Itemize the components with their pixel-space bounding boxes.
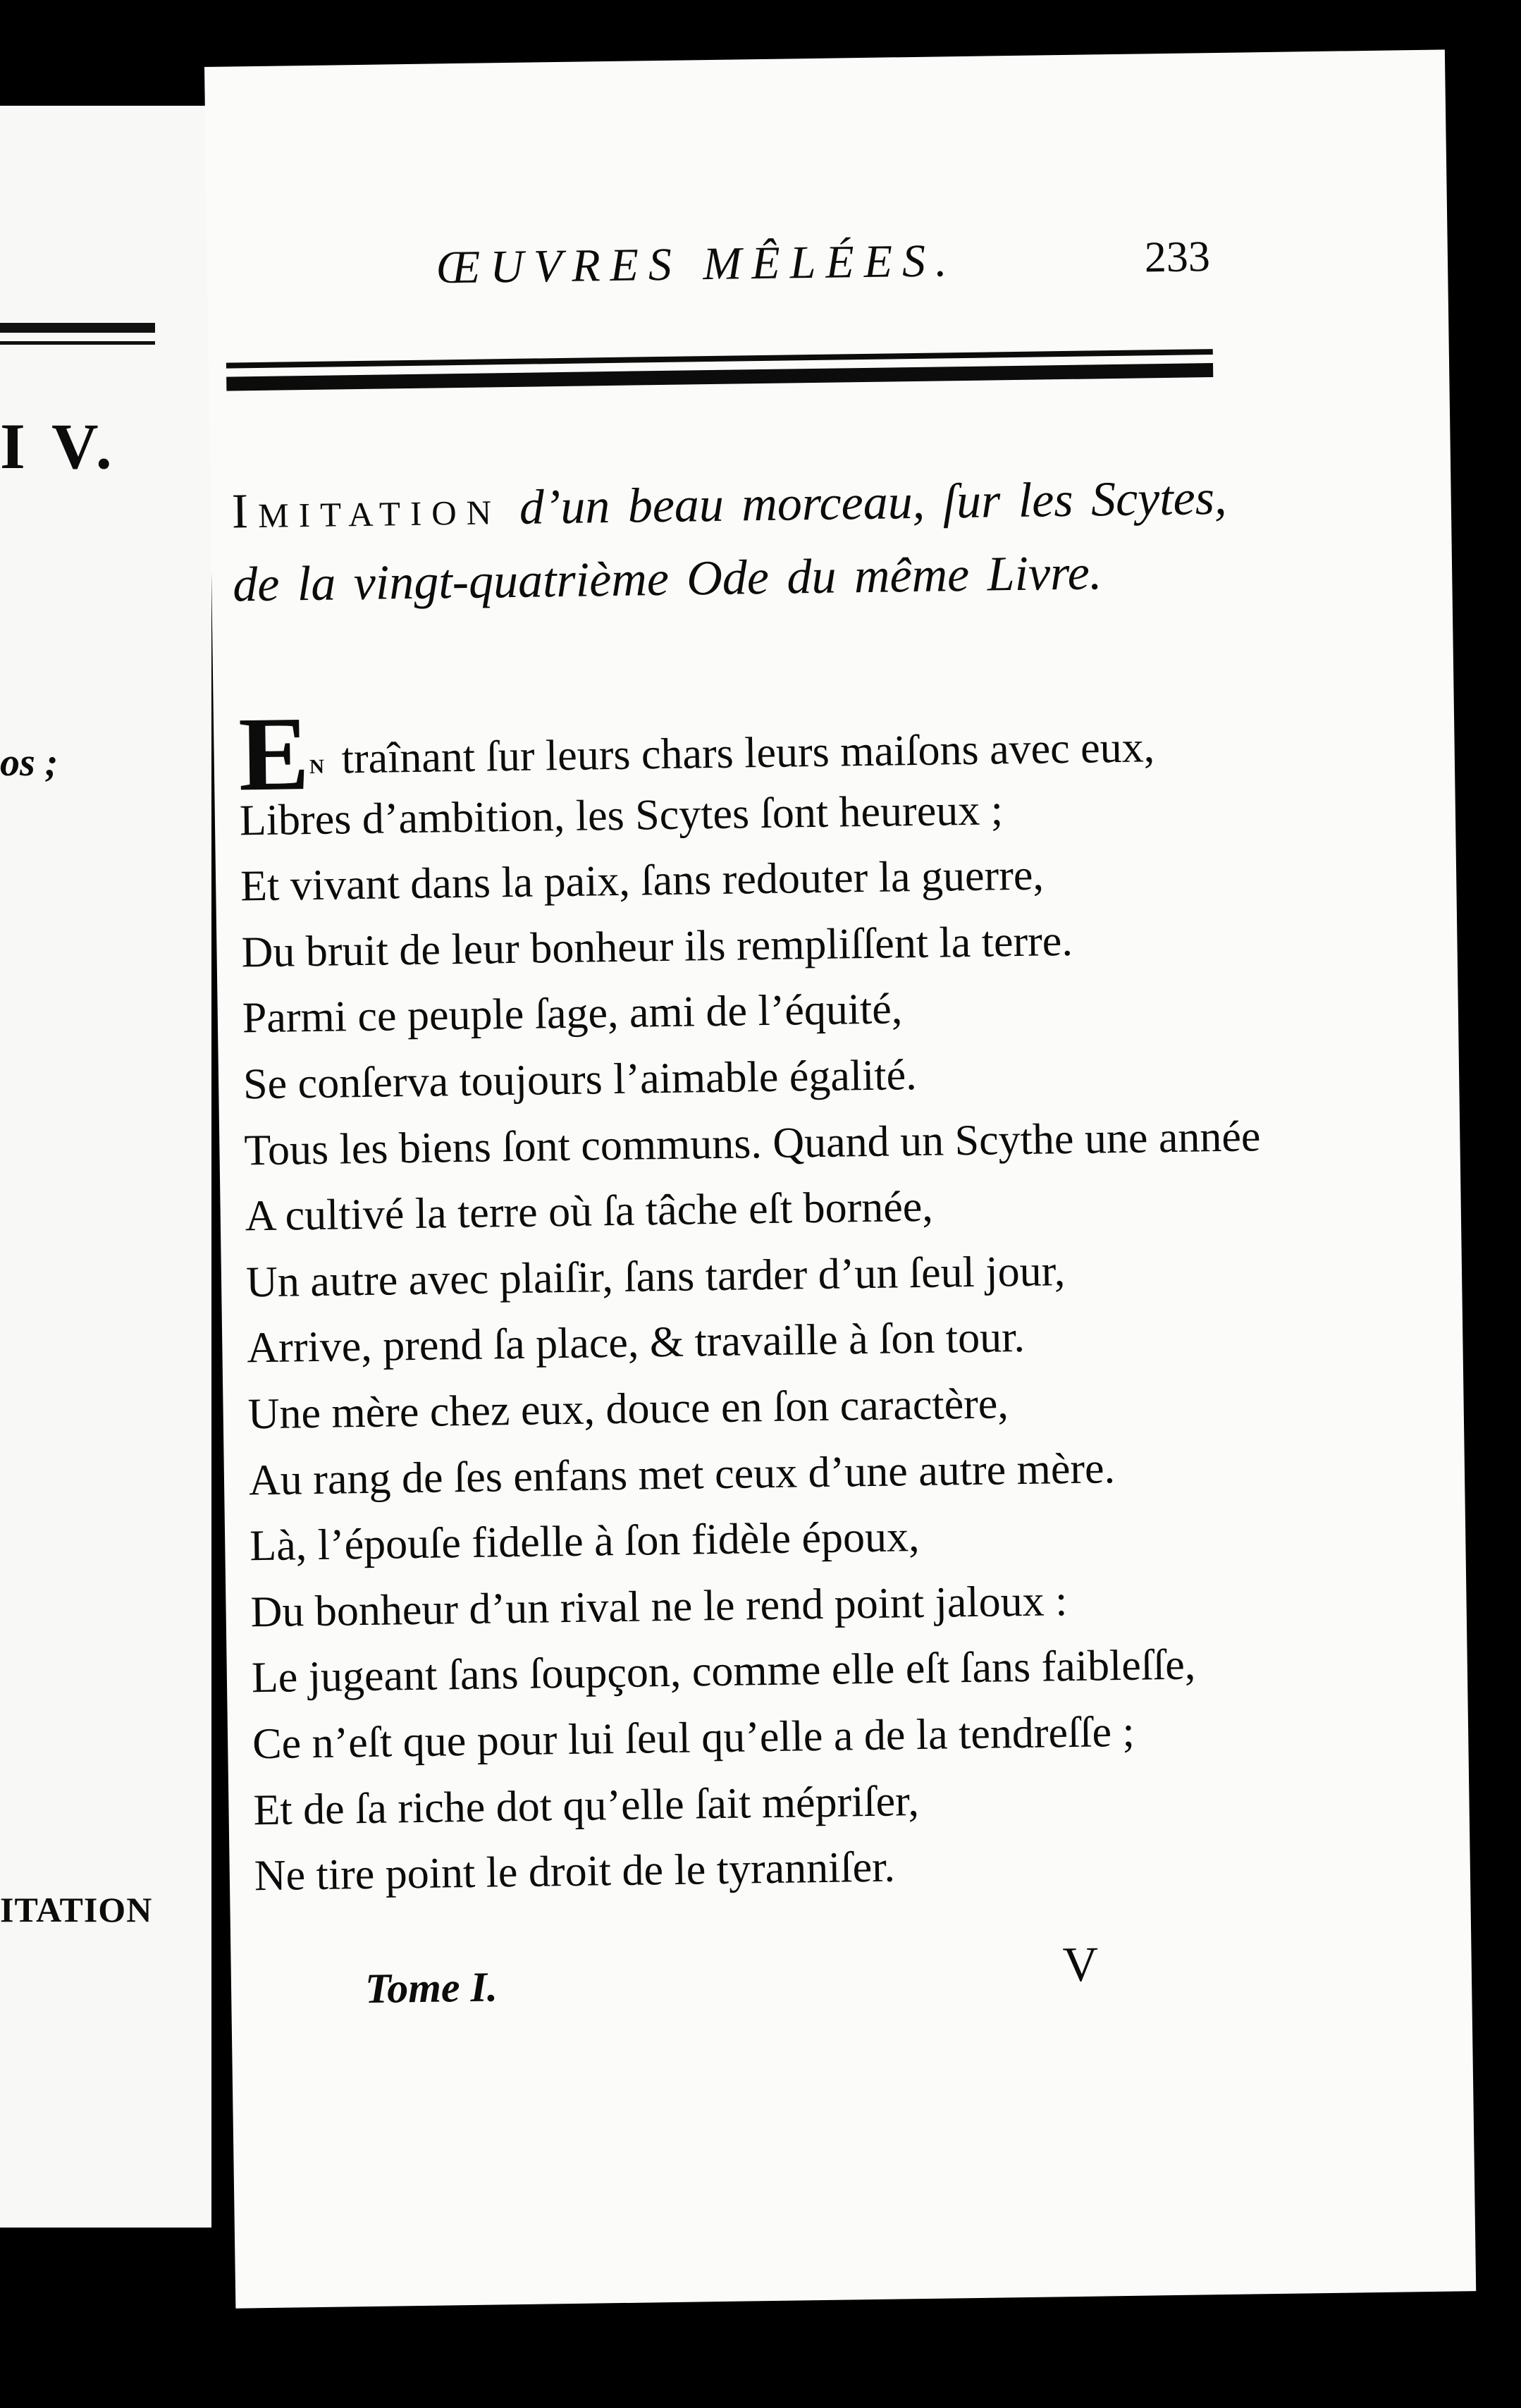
signature-mark: Tome I.: [364, 1963, 498, 2013]
verse-line: Se conſerva toujours l’aimable égalité.: [242, 1051, 918, 1109]
left-line-fragment: os ;: [0, 741, 58, 785]
left-page: [0, 106, 211, 2228]
verse-line: Le jugeant ſans ſoupçon, comme elle eſt ſans faibleſſe,: [251, 1640, 1196, 1702]
verse-line: Tous les biens ſont communs. Quand un Scythe une année: [243, 1112, 1261, 1174]
page-number: 233: [1144, 233, 1211, 282]
verse-line: Une mère chez eux, douce en ſon caractère,: [247, 1380, 1009, 1439]
left-rule-thick: [0, 323, 155, 333]
verse-line: Ne tire point le droit de le tyranniſer.: [254, 1843, 896, 1900]
right-page: [204, 49, 1476, 2308]
verse-line: Et de ſa riche dot qu’elle ſait mépriſer,: [253, 1776, 920, 1834]
gathering-letter: V: [1062, 1937, 1099, 1993]
verse-line: Parmi ce peuple ſage, ami de l’équité,: [242, 985, 903, 1043]
verse-line: Du bruit de leur bonheur ils rempliſſent la terre.: [241, 916, 1073, 977]
left-catchword: ITATION: [0, 1890, 153, 1929]
verse-line: A cultivé la terre où ſa tâche eſt bornée,: [245, 1182, 934, 1241]
verse-line: Et vivant dans la paix, ſans redouter la guerre,: [240, 851, 1045, 911]
left-heading-fragment: I V.: [0, 410, 118, 482]
verse-line: Un autre avec plaiſir, ſans tarder d’un ſeul jour,: [245, 1246, 1066, 1307]
verse-line: Libres d’ambition, les Scytes ſont heureux ;: [239, 785, 1004, 844]
left-rule-thin: [0, 341, 155, 345]
verse-line: Arrive, prend ſa place, & travaille à ſon tour.: [246, 1313, 1026, 1372]
drop-cap-rest: n: [309, 747, 327, 781]
verse-line: Ce n’eſt que pour lui ſeul qu’elle a de la tendreſſe ;: [252, 1707, 1135, 1769]
verse-line: Au rang de ſes enfans met ceux d’une autre mère.: [248, 1444, 1116, 1504]
verse-text: traînant ſur leurs chars leurs maiſons avec eux,: [341, 723, 1155, 783]
verse-block: [238, 695, 1269, 1910]
poem-heading-rest: d’un beau morceau, ſur les Scytes, de la vingt-quatrième Ode du même Livre.: [232, 470, 1227, 613]
header-rule-thick: [226, 363, 1213, 391]
verse-line: Là, l’épouſe fidelle à ſon fidèle époux,: [249, 1513, 920, 1571]
poem-heading: [231, 462, 1234, 622]
verse-line: Du bonheur d’un rival ne le rend point jaloux :: [250, 1576, 1068, 1637]
verse-line: [238, 695, 1254, 813]
drop-cap: E: [238, 695, 310, 813]
running-title: ŒUVRES MÊLÉES.: [436, 235, 957, 294]
poem-heading-first-word: Imitation: [231, 481, 502, 539]
